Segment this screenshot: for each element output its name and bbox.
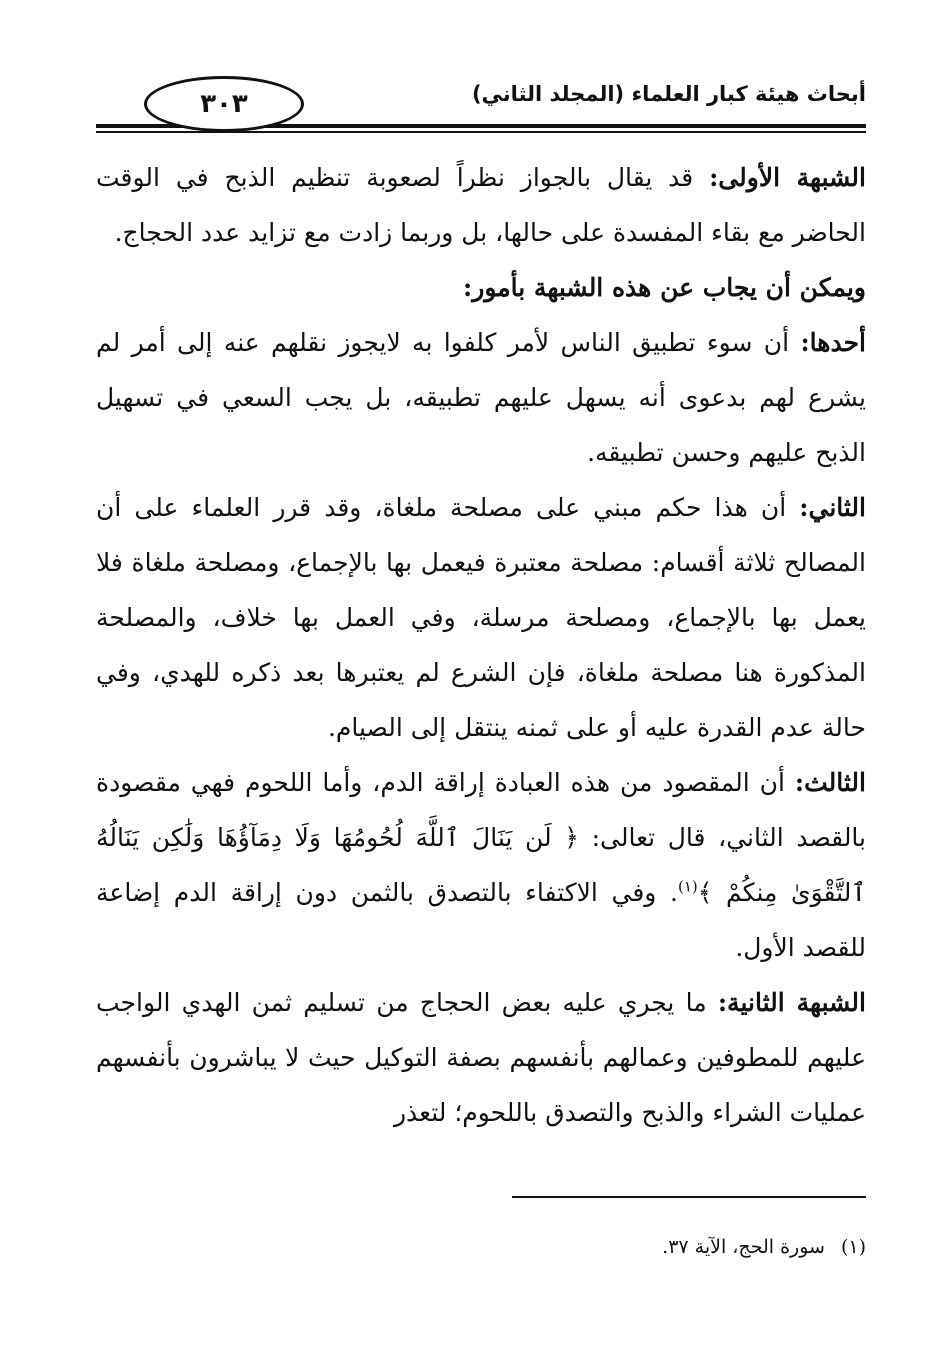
- footnote-rule: [512, 1196, 866, 1198]
- paragraph-second-point: [96, 480, 866, 755]
- footnote: [662, 1236, 866, 1258]
- paragraph-text: أن سوء تطبيق الناس لأمر كلفوا به لايجوز نقلهم عنه إلى أمر لم يشرع لهم بدعوى أنه يسهل عليهم تطبيقه، بل يجب السعي في تسهيل الذبح عليهم وحسن تطبيقه.: [96, 328, 866, 467]
- paragraph-lead: الشبهة الثانية:: [717, 988, 866, 1017]
- paragraph-first-doubt: [96, 150, 866, 260]
- main-text: [96, 150, 866, 1140]
- paragraph-text: . وفي الاكتفاء بالتصدق بالثمن دون إراقة الدم إضاعة للقصد الأول.: [96, 878, 866, 962]
- paragraph-text: ما يجري عليه بعض الحجاج من تسليم ثمن الهدي الواجب عليهم للمطوفين وعمالهم بأنفسهم بصفة التوكيل حيث لا يباشرون بأنفسهم عمليات الشراء والذبح والتصدق باللحوم؛ لتعذر: [96, 988, 866, 1127]
- paragraph-third-point: [96, 755, 866, 975]
- footnote-text: سورة الحج، الآية ٣٧.: [662, 1236, 825, 1258]
- paragraph-text: أن هذا حكم مبني على مصلحة ملغاة، وقد قرر العلماء على أن المصالح ثلاثة أقسام: مصلحة معتبرة فيعمل بها بالإجماع، ومصلحة ملغاة فلا يعمل بها بالإجماع، ومصلحة مرسلة، وفي العمل بها خلاف، والمصلحة المذكورة هنا مصلحة ملغاة، فإن الشرع لم يعتبرها بعد ذكره للهدي، وفي حالة عدم القدرة عليه أو على ثمنه ينتقل إلى الصيام.: [96, 493, 866, 742]
- footnote-marker: (١): [840, 1236, 866, 1258]
- paragraph-second-doubt: [96, 975, 866, 1140]
- paragraph-text: أن المقصود من هذه العبادة إراقة الدم، وأما اللحوم فهي مقصودة بالقصد الثاني، قال تعالى:: [96, 768, 867, 852]
- paragraph-text: قد يقال بالجواز نظراً لصعوبة تنظيم الذبح في الوقت الحاضر مع بقاء المفسدة على حالها، بل وربما زادت مع تزايد عدد الحجاج.: [96, 163, 866, 247]
- page-number: ٣٠٣: [200, 89, 248, 119]
- quran-verse: ﴿ لَن يَنَالَ ٱللَّهَ لُحُومُهَا وَلَا دِمَآؤُهَا وَلَٰكِن يَنَالُهُ ٱلتَّقْوَىٰ مِنكُمْ ﴾: [96, 823, 866, 907]
- running-title: أبحاث هيئة كبار العلماء (المجلد الثاني): [471, 82, 866, 106]
- page-number-oval: [144, 76, 304, 132]
- paragraph-answer-intro: ويمكن أن يجاب عن هذه الشبهة بأمور:: [463, 273, 866, 302]
- paragraph-lead: أحدها:: [800, 328, 866, 357]
- paragraph-lead: الثالث:: [794, 768, 866, 797]
- paragraph-lead: الثاني:: [799, 493, 866, 522]
- paragraph-lead: الشبهة الأولى:: [709, 163, 866, 192]
- paragraph-first-point: [96, 315, 866, 480]
- footnote-reference: (١): [677, 877, 698, 896]
